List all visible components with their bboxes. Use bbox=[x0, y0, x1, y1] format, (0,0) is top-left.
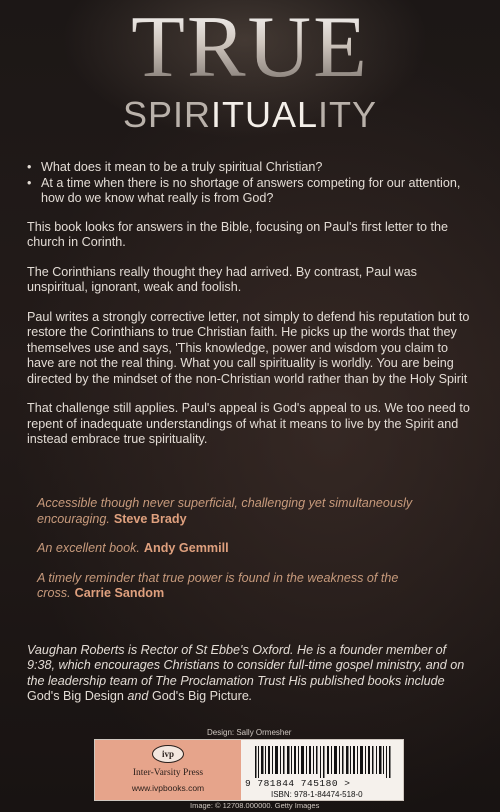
endorsement-author: Carrie Sandom bbox=[74, 586, 165, 600]
title-sub-part-a: SPIR bbox=[122, 94, 211, 135]
paragraph-corinthians: The Corinthians really thought they had arrived. By contrast, Paul was unspiritual, ignorant, weak and foolish. bbox=[27, 264, 417, 294]
bullet-text: What does it mean to be a truly spiritual Christian? bbox=[41, 160, 323, 174]
ivp-logo: ivp bbox=[152, 745, 184, 763]
design-credit: Design: Sally Ormesher bbox=[207, 728, 292, 737]
bullet-item bbox=[27, 176, 477, 207]
bullet-icon: • bbox=[27, 175, 32, 190]
barcode-digits: 9 781844 745180 > bbox=[245, 778, 351, 789]
bio-book-title: God's Big Design bbox=[27, 689, 124, 704]
endorsement bbox=[37, 496, 467, 527]
author-bio bbox=[27, 643, 467, 705]
isbn-number: ISBN: 978-1-84474-518-0 bbox=[271, 790, 363, 799]
barcode-panel bbox=[94, 739, 404, 801]
bio-end: . bbox=[248, 689, 253, 704]
endorsements bbox=[37, 496, 467, 616]
bullet-list bbox=[27, 160, 477, 207]
bio-book-title: God's Big Picture bbox=[151, 689, 249, 704]
title-sub-part-c: ITY bbox=[318, 94, 378, 135]
bio-conjunction: and bbox=[123, 689, 152, 704]
endorsement-text: Accessible though never superficial, challenging yet simultaneously encouraging. bbox=[37, 496, 413, 526]
bullet-text: At a time when there is no shortage of answers competing for our attention, how do we know what really is from God? bbox=[41, 175, 461, 205]
bio-text: Vaughan Roberts is Rector of St Ebbe's Oxford. He is a founder member of 9:38, which encourages Christians to consider full-time gospel ministry, and on the leadership team of The Proclamation Trust His published books include bbox=[27, 642, 465, 688]
publisher-website: www.ivpbooks.com bbox=[131, 783, 205, 793]
bullet-icon: • bbox=[27, 160, 32, 174]
endorsement-author: Steve Brady bbox=[113, 511, 187, 526]
title-sub-part-b: ITUAL bbox=[210, 94, 319, 135]
bullet-item bbox=[27, 160, 477, 176]
publisher-name: Inter-Varsity Press bbox=[132, 768, 204, 778]
endorsement-author: Andy Gemmill bbox=[143, 541, 229, 555]
endorsement bbox=[37, 571, 467, 602]
paragraph-intro: This book looks for answers in the Bible, focusing on Paul's first letter to the church in Corinth. bbox=[27, 219, 449, 249]
title-true: TRUE bbox=[0, 0, 500, 96]
endorsement-text: A timely reminder that true power is found in the weakness of the cross. bbox=[37, 570, 399, 600]
paragraph-letter: Paul writes a strongly corrective letter, not simply to defend his reputation but to restore the Corinthians to true Christian faith. He picks up the words that they themselves use and says, 'This knowledge, power and wisdom you claim to have are not the real thing. What you call spirituality is worldly. You are being directed by the mindset of the non-Christian world rather than by the Holy Spirit bbox=[27, 309, 470, 386]
endorsement-text: An excellent book. bbox=[37, 541, 140, 555]
barcode-icon bbox=[253, 746, 393, 778]
image-credit: Image: © 12708.000000. Getty Images bbox=[190, 801, 320, 810]
publisher-block bbox=[95, 740, 241, 800]
blurb bbox=[27, 160, 477, 462]
title-spirituality bbox=[0, 95, 500, 135]
endorsement bbox=[37, 541, 467, 557]
paragraph-challenge: That challenge still applies. Paul's appeal is God's appeal to us. We too need to repent of inadequate understandings of what it means to live by the Spirit and instead embrace true spirituality. bbox=[27, 401, 470, 446]
